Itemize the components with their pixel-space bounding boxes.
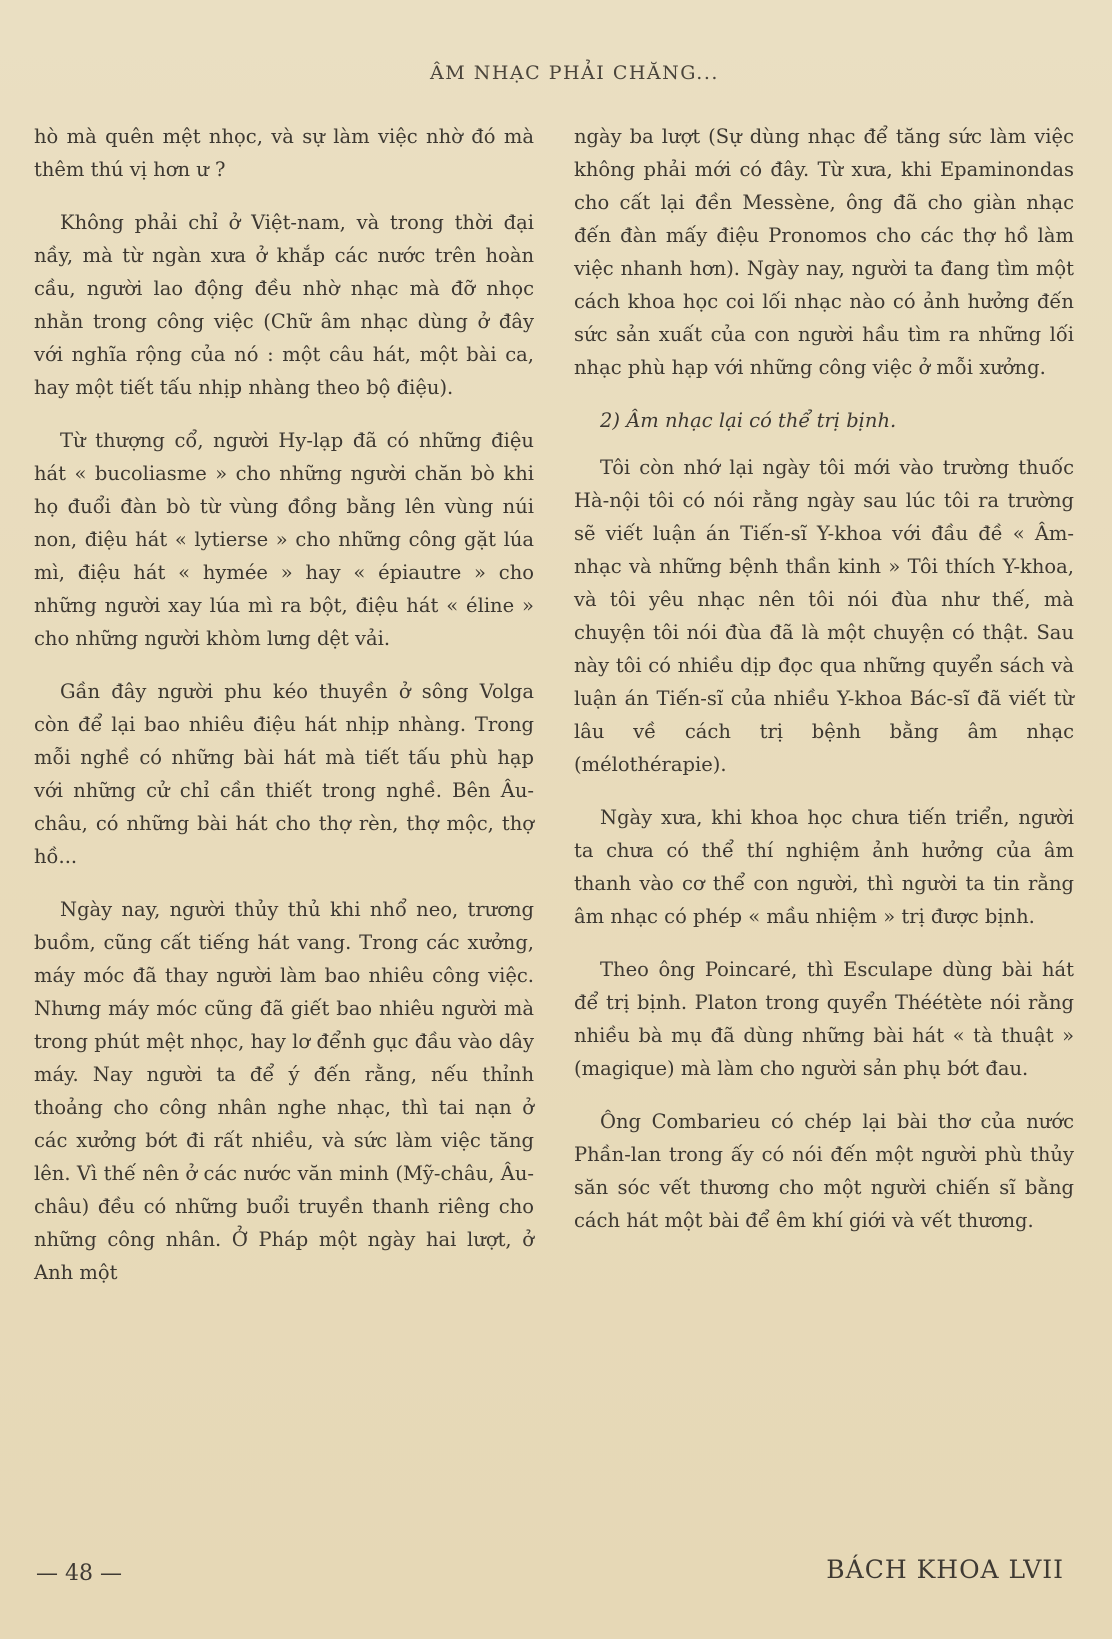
paragraph: Theo ông Poincaré, thì Esculape dùng bài hát để trị bịnh. Platon trong quyển Théétète nói rằng nhiều bà mụ đã dùng những bài hát « tà thuật » (magique) mà làm cho người sản phụ bớt đau. — [574, 958, 1074, 1080]
paragraph: ngày ba lượt (Sự dùng nhạc để tăng sức làm việc không phải mới có đây. Từ xưa, khi Epaminondas cho cất lại đền Messène, ông đã cho giàn nhạc đến đàn mấy điệu Pronomos cho các thợ hồ làm việc nhanh hơn). Ngày nay, người ta đang tìm một cách khoa học coi lối nhạc nào có ảnh hưởng đến sức sản xuất của con người hầu tìm ra những lối nhạc phù hạp với những công việc ở mỗi xưởng. — [574, 125, 1074, 379]
paragraph: Ngày nay, người thủy thủ khi nhổ neo, trương buồm, cũng cất tiếng hát vang. Trong các xưởng, máy móc đã thay người làm bao nhiêu công việc. Nhưng máy móc cũng đã giết bao nhiêu người mà trong phút mệt nhọc, hay lơ đểnh gục đầu vào dây máy. Nay người ta để ý đến rằng, nếu thỉnh thoảng cho công nhân nghe nhạc, thì tai nạn ở các xưởng bớt đi rất nhiều, và sức làm việc tăng lên. Vì thế nên ở các nước văn minh (Mỹ-châu, Âu-châu) đều có những buổi truyền thanh riêng cho những công nhân. Ở Pháp một ngày hai lượt, ở Anh một — [34, 898, 534, 1284]
right-column — [574, 120, 1074, 1257]
paragraph: Ngày xưa, khi khoa học chưa tiến triển, người ta chưa có thể thí nghiệm ảnh hưởng của âm thanh vào cơ thể con người, thì người ta tin rằng âm nhạc có phép « mầu nhiệm » trị được bịnh. — [574, 806, 1074, 928]
section-heading: 2) Âm nhạc lại có thể trị bịnh. — [600, 409, 897, 432]
left-column — [34, 120, 534, 1309]
page-number: — 48 — — [36, 1561, 122, 1586]
paragraph: hò mà quên mệt nhọc, và sự làm việc nhờ đó mà thêm thú vị hơn ư ? — [34, 125, 534, 181]
paragraph: Tôi còn nhớ lại ngày tôi mới vào trường thuốc Hà-nội tôi có nói rằng ngày sau lúc tôi ra trường sẽ viết luận án Tiến-sĩ Y-khoa với đầu đề « Âm-nhạc và những bệnh thần kinh » Tôi thích Y-khoa, và tôi yêu nhạc nên tôi nói đùa như thế, mà chuyện tôi nói đùa đã là một chuyện có thật. Sau này tôi có nhiều dịp đọc qua những quyển sách và luận án Tiến-sĩ của nhiều Y-khoa Bác-sĩ đã viết từ lâu về cách trị bệnh bằng âm nhạc (mélothérapie). — [574, 456, 1074, 776]
paragraph: Không phải chỉ ở Việt-nam, và trong thời đại nầy, mà từ ngàn xưa ở khắp các nước trên hoàn cầu, người lao động đều nhờ nhạc mà đỡ nhọc nhằn trong công việc (Chữ âm nhạc dùng ở đây với nghĩa rộng của nó : một câu hát, một bài ca, hay một tiết tấu nhịp nhàng theo bộ điệu). — [34, 211, 534, 399]
paragraph: Gần đây người phu kéo thuyền ở sông Volga còn để lại bao nhiêu điệu hát nhịp nhàng. Trong mỗi nghề có những bài hát mà tiết tấu phù hạp với những cử chỉ cần thiết trong nghề. Bên Âu-châu, có những bài hát cho thợ rèn, thợ mộc, thợ hồ... — [34, 680, 534, 868]
publication-name: BÁCH KHOA LVII — [826, 1555, 1064, 1584]
paragraph: Ông Combarieu có chép lại bài thơ của nước Phần-lan trong ấy có nói đến một người phù thủy săn sóc vết thương cho một người chiến sĩ bằng cách hát một bài để êm khí giới và vết thương. — [574, 1110, 1074, 1232]
running-header: ÂM NHẠC PHẢI CHĂNG... — [430, 62, 719, 84]
paragraph: Từ thượng cổ, người Hy-lạp đã có những điệu hát « bucoliasme » cho những người chăn bò khi họ đuổi đàn bò từ vùng đồng bằng lên vùng núi non, điệu hát « lytierse » cho những công gặt lúa mì, điệu hát « hymée » hay « épiautre » cho những người xay lúa mì ra bột, điệu hát « éline » cho những người khòm lưng dệt vải. — [34, 429, 534, 650]
